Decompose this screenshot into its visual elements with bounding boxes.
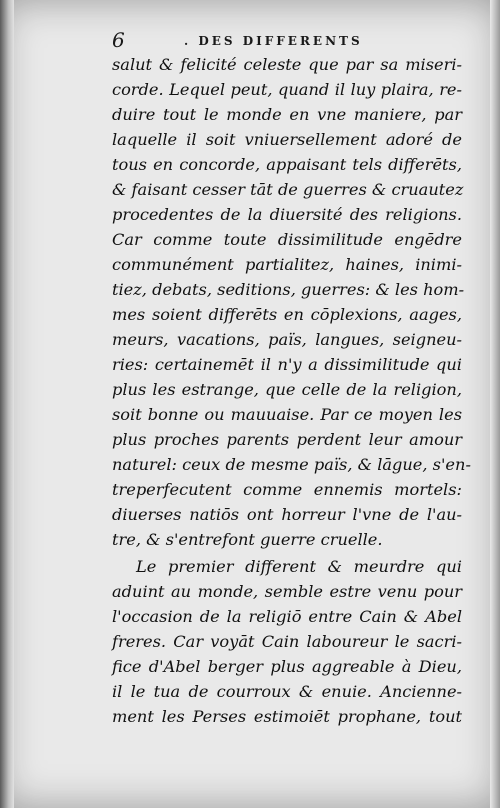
text-line: & faisant cesser tāt de guerres & cruautez	[112, 180, 464, 199]
text-line: mes soient differēts en cōplexions, aages,	[112, 305, 462, 324]
text-line: il le tua de courroux & enuie. Ancienne-	[112, 682, 462, 701]
page-edge	[490, 0, 500, 808]
text-line: freres. Car voyāt Cain laboureur le sacri-	[112, 632, 462, 651]
paragraph-end-line: tre, & s'entrefont guerre cruelle.	[112, 530, 383, 549]
page-number: 6	[112, 28, 125, 52]
text-line: tiez, debats, seditions, guerres: & les hom-	[112, 280, 465, 299]
running-title: . DES DIFFERENTS	[184, 34, 363, 48]
text-line: communément partialitez, haines, inimi-	[112, 255, 462, 274]
text-line: meurs, vacations, païs, langues, seigneu-	[112, 330, 462, 349]
text-line: plus proches parents perdent leur amour	[112, 430, 462, 449]
paragraph-start-line: Le premier different & meurdre qui	[136, 557, 462, 576]
page-gutter-shadow	[0, 0, 14, 808]
text-line: naturel: ceux de mesme païs, & lāgue, s'en-	[112, 455, 471, 474]
text-line: Car comme toute dissimilitude engēdre	[112, 230, 462, 249]
text-line: treperfecutent comme ennemis mortels:	[112, 480, 462, 499]
text-line: diuerses natiōs ont horreur l'vne de l'au-	[112, 505, 462, 524]
text-line: ries: certainemēt il n'y a dissimilitude qui	[112, 355, 462, 374]
text-line: soit bonne ou mauuaise. Par ce moyen les	[112, 405, 462, 424]
text-line: ment les Perses estimoiēt prophane, tout	[112, 707, 462, 726]
text-line: salut & felicité celeste que par sa miseri-	[112, 55, 462, 74]
text-line: aduint au monde, semble estre venu pour	[112, 582, 462, 601]
text-line: corde. Lequel peut, quand il luy plaira, re-	[112, 80, 462, 99]
text-line: duire tout le monde en vne maniere, par	[112, 105, 462, 124]
text-line: laquelle il soit vniuersellement adoré de	[112, 130, 462, 149]
running-head	[112, 28, 472, 52]
text-line: l'occasion de la religiō entre Cain & Abel	[112, 607, 462, 626]
text-line: procedentes de la diuersité des religions.	[112, 205, 462, 224]
text-line: plus les estrange, que celle de la religion,	[112, 380, 462, 399]
text-line: tous en concorde, appaisant tels differēts,	[112, 155, 462, 174]
text-line: fice d'Abel berger plus aggreable à Dieu,	[112, 657, 462, 676]
